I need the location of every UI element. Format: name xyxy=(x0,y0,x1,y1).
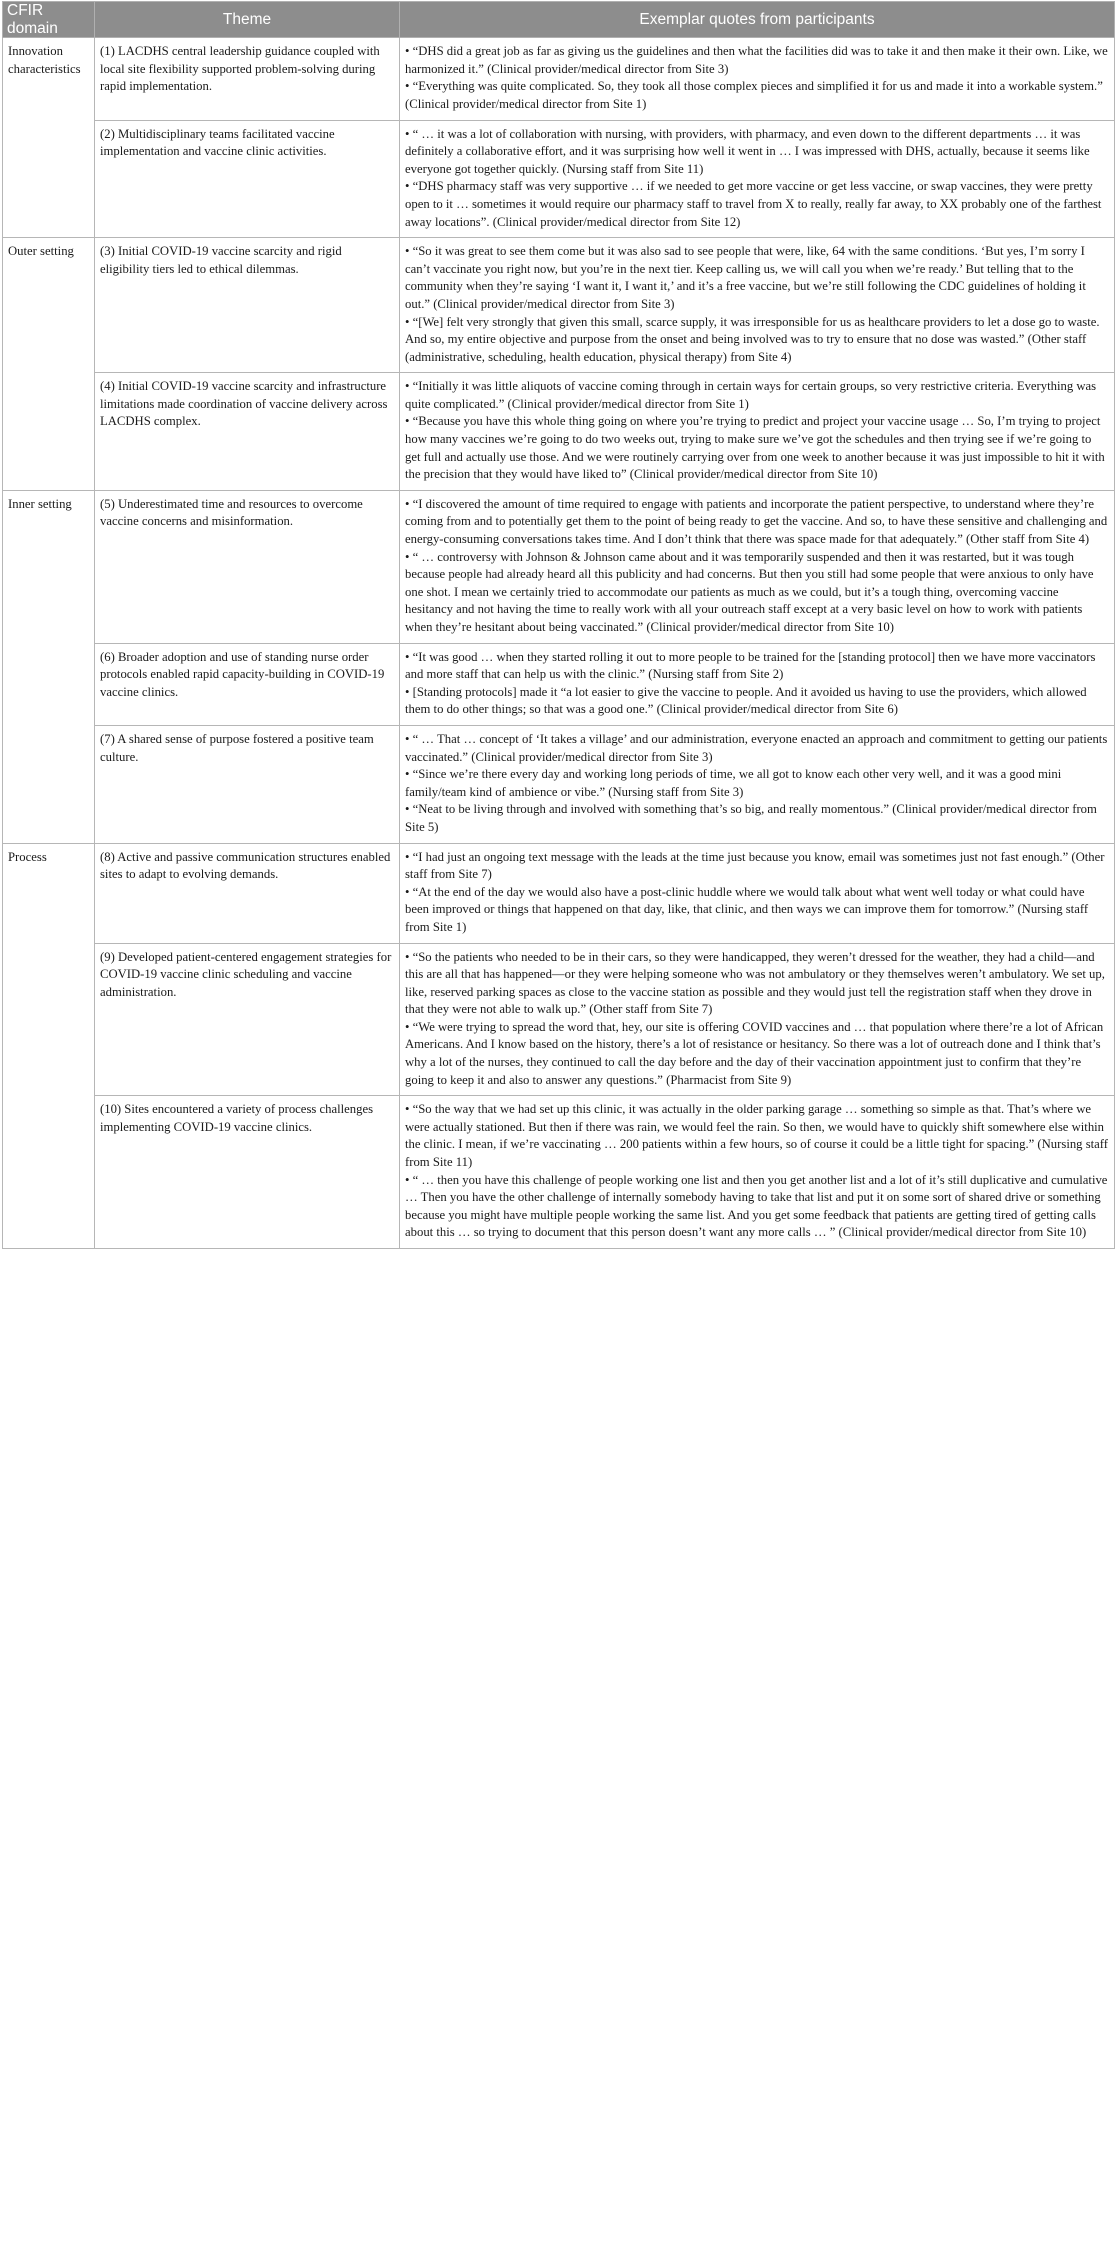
header-cfir-domain: CFIR domain xyxy=(3,2,95,38)
theme-cell: (3) Initial COVID-19 vaccine scarcity and rigid eligibility tiers led to ethical dilemmas. xyxy=(95,238,400,373)
quote: • “We were trying to spread the word that, hey, our site is offering COVID vaccines and … that population where there’re a lot of African Americans. And I know based on the history, there’s a lot of resistance or hesitancy. So there was a lot of outreach done and I think that’s why a lot of the nurses, they continued to call the day before and the day of their vaccination appointment just to confirm that they’re going to keep it and also to answer any questions.” (Pharmacist from Site 9) xyxy=(405,1019,1104,1087)
theme-cell: (4) Initial COVID-19 vaccine scarcity and infrastructure limitations made coordination of vaccine delivery across LACDHS complex. xyxy=(95,373,400,491)
table-row xyxy=(3,843,1115,943)
quotes-cell xyxy=(400,38,1115,120)
quote: • [Standing protocols] made it “a lot easier to give the vaccine to people. And it avoided us having to use the providers, which allowed them to do other things; so that was a good one.” (Clinical provider/medical director from Site 6) xyxy=(405,684,1087,717)
domain-cell: Outer setting xyxy=(3,238,95,491)
quote: • “I discovered the amount of time required to engage with patients and incorporate the patient perspective, to understand where they’re coming from and to potentially get them to the point of being ready to get the vaccine. And so, to have these sensitive and challenging and energy-consuming conversations takes time. And I don’t think that there was space made for that adequately.” (Other staff from Site 4) xyxy=(405,496,1108,547)
quote: • “ … That … concept of ‘It takes a village’ and our administration, everyone enacted an approach and commitment to getting our patients vaccinated.” (Clinical provider/medical director from Site 3) xyxy=(405,731,1108,764)
header-exemplar-quotes: Exemplar quotes from participants xyxy=(400,2,1115,38)
quote: • “So the way that we had set up this clinic, it was actually in the older parking garage … something so simple as that. That’s where we were actually stationed. But then if there was rain, we would feel the rain. So then, we would have to quickly shift somewhere else within the clinic. I mean, if we’re vaccinating … 200 patients within a few hours, so of course it could be a little tight for spacing.” (Nursing staff from Site 11) xyxy=(405,1102,1109,1170)
quote: • “DHS did a great job as far as giving us the guidelines and then what the facilities did was to take it and then make it their own. Like, we harmonized it.” (Clinical provider/medical director from Site 3) xyxy=(405,44,1108,76)
theme-cell: (6) Broader adoption and use of standing nurse order protocols enabled rapid capacity-building in COVID-19 vaccine clinics. xyxy=(95,643,400,725)
domain-cell: Process xyxy=(3,843,95,1248)
table-row xyxy=(3,238,1115,373)
table-row xyxy=(3,120,1115,238)
quote: • “ … it was a lot of collaboration with nursing, with providers, with pharmacy, and even down to the different departments … it was definitely a collaborative effort, and it was surprising how well it went in … I was impressed with DHS, actually, because it seems like everyone got together quickly. (Nursing staff from Site 11) xyxy=(405,126,1090,176)
theme-cell: (2) Multidisciplinary teams facilitated vaccine implementation and vaccine clinic activities. xyxy=(95,120,400,238)
quote: • “It was good … when they started rolling it out to more people to be trained for the [standing protocol] then we have more vaccinators and more staff that can help us with the clinic.” (Nursing staff from Site 2) xyxy=(405,649,1096,682)
header-theme: Theme xyxy=(95,2,400,38)
table-row xyxy=(3,490,1115,643)
theme-cell: (8) Active and passive communication structures enabled sites to adapt to evolving demands. xyxy=(95,843,400,943)
quote: • “ … then you have this challenge of people working one list and then you get another list and a lot of it’s still duplicative and cumulative … Then you have the other challenge of internally somebody having to take that list and put it on some sort of shared drive or something because you might have multiple people working the same list. And you get some feedback that patients are getting tired of getting calls about this … so trying to document that this person doesn’t want any more calls … ” (Clinical provider/medical director from Site 10) xyxy=(405,1172,1108,1240)
table-row xyxy=(3,373,1115,491)
quote: • “At the end of the day we would also have a post-clinic huddle where we would talk about what went well today or what could have been improved or things that happened on that day, like, that clinic, and then ways we can improve them for tomorrow.” (Nursing staff from Site 1) xyxy=(405,884,1089,934)
quote: • “[We] felt very strongly that given this small, scarce supply, it was irresponsible for us as healthcare providers to let a dose go to waste. And so, my entire objective and purpose from the onset and being involved was to try to ensure that no dose was wasted.” (Other staff (administrative, scheduling, health education, physical therapy) from Site 4) xyxy=(405,314,1100,364)
quotes-cell xyxy=(400,120,1115,238)
quote: • “Neat to be living through and involved with something that’s so big, and really momentous.” (Clinical provider/medical director from Site 5) xyxy=(405,802,1097,834)
table-header-row xyxy=(3,2,1115,38)
domain-cell: Innovation characteristics xyxy=(3,38,95,238)
theme-cell: (1) LACDHS central leadership guidance coupled with local site flexibility supported problem-solving during rapid implementation. xyxy=(95,38,400,120)
quotes-cell xyxy=(400,643,1115,725)
table-row xyxy=(3,725,1115,843)
quote: • “I had just an ongoing text message with the leads at the time just because you know, email was sometimes just not fast enough.” (Other staff from Site 7) xyxy=(405,849,1105,882)
table-row xyxy=(3,943,1115,1096)
quotes-cell xyxy=(400,1096,1115,1249)
cfir-themes-table xyxy=(2,1,1115,1249)
quote: • “So it was great to see them come but it was also sad to see people that were, like, 64 with the same conditions. ‘But yes, I’m sorry I can’t vaccinate you right now, but you’re in the next tier. Keep calling us, we will call you when we’re ready.’ But telling that to the community when they’re saying ‘I want it, I want it,’ and it’s a free vaccine, but we’re still following the CDC guidelines of holding it out.” (Clinical provider/medical director from Site 3) xyxy=(405,244,1086,311)
quote: • “So the patients who needed to be in their cars, so they were handicapped, they weren’t dressed for the weather, they had a child—and this are all that has happened—or they were helping someone who was not ambulatory or they themselves weren’t ambulatory. We set up, like, reserved parking spaces as close to the vaccine station as possible and they would just tell the registration staff when they drove in that they were not able to walk up.” (Other staff from Site 7) xyxy=(405,949,1105,1017)
quotes-cell xyxy=(400,373,1115,491)
quote: • “Everything was quite complicated. So, they took all those complex pieces and simplified it for us and made it into a workable system.” (Clinical provider/medical director from Site 1) xyxy=(405,79,1103,111)
theme-cell: (9) Developed patient-centered engagement strategies for COVID-19 vaccine clinic scheduling and vaccine administration. xyxy=(95,943,400,1096)
theme-cell: (7) A shared sense of purpose fostered a positive team culture. xyxy=(95,725,400,843)
table-row xyxy=(3,1096,1115,1249)
quote: • “Initially it was little aliquots of vaccine coming through in certain ways for certain groups, so very restrictive criteria. Everything was quite complicated.” (Clinical provider/medical director from Site 1) xyxy=(405,379,1097,411)
domain-cell: Inner setting xyxy=(3,490,95,843)
quote: • “Because you have this whole thing going on where you’re trying to predict and project your vaccine usage … So, I’m trying to project how many vaccines we’re going to do two weeks out, trying to make sure we’ve got the schedules and then trying see if we’re going to get full and actually use those. And we were routinely carrying over from one week to another because it was just impossible to hit it with the precision that they would have liked to” (Clinical provider/medical director from Site 10) xyxy=(405,414,1105,482)
quotes-cell xyxy=(400,843,1115,943)
theme-cell: (10) Sites encountered a variety of process challenges implementing COVID-19 vaccine clinics. xyxy=(95,1096,400,1249)
quotes-cell xyxy=(400,490,1115,643)
quote: • “ … controversy with Johnson & Johnson came about and it was temporarily suspended and then it was restarted, but it was tough because people had already heard all this publicity and had concerns. But then you still had some people that were anxious to only have one shot. I mean we certainly tried to accommodate our patients as much as we could, but it’s a tough thing, overcoming vaccine hesitancy and not having the time to really work with all your outreach staff except at a very basic level on how to work with patients when they’re hesitant about being vaccinated.” (Clinical provider/medical director from Site 10) xyxy=(405,549,1094,634)
quotes-cell xyxy=(400,943,1115,1096)
table-row xyxy=(3,38,1115,120)
quotes-cell xyxy=(400,725,1115,843)
quotes-cell xyxy=(400,238,1115,373)
table-row xyxy=(3,643,1115,725)
theme-cell: (5) Underestimated time and resources to overcome vaccine concerns and misinformation. xyxy=(95,490,400,643)
quote: • “Since we’re there every day and working long periods of time, we all got to know each other very well, and it was a good mini family/team kind of ambience or vibe.” (Nursing staff from Site 3) xyxy=(405,767,1062,799)
quote: • “DHS pharmacy staff was very supportive … if we needed to get more vaccine or get less vaccine, or swap vaccines, they were pretty open to it … sometimes it would require our pharmacy staff to travel from X to really, really far away, to XX probably one of the farthest away locations”. (Clinical provider/medical director from Site 12) xyxy=(405,179,1102,229)
